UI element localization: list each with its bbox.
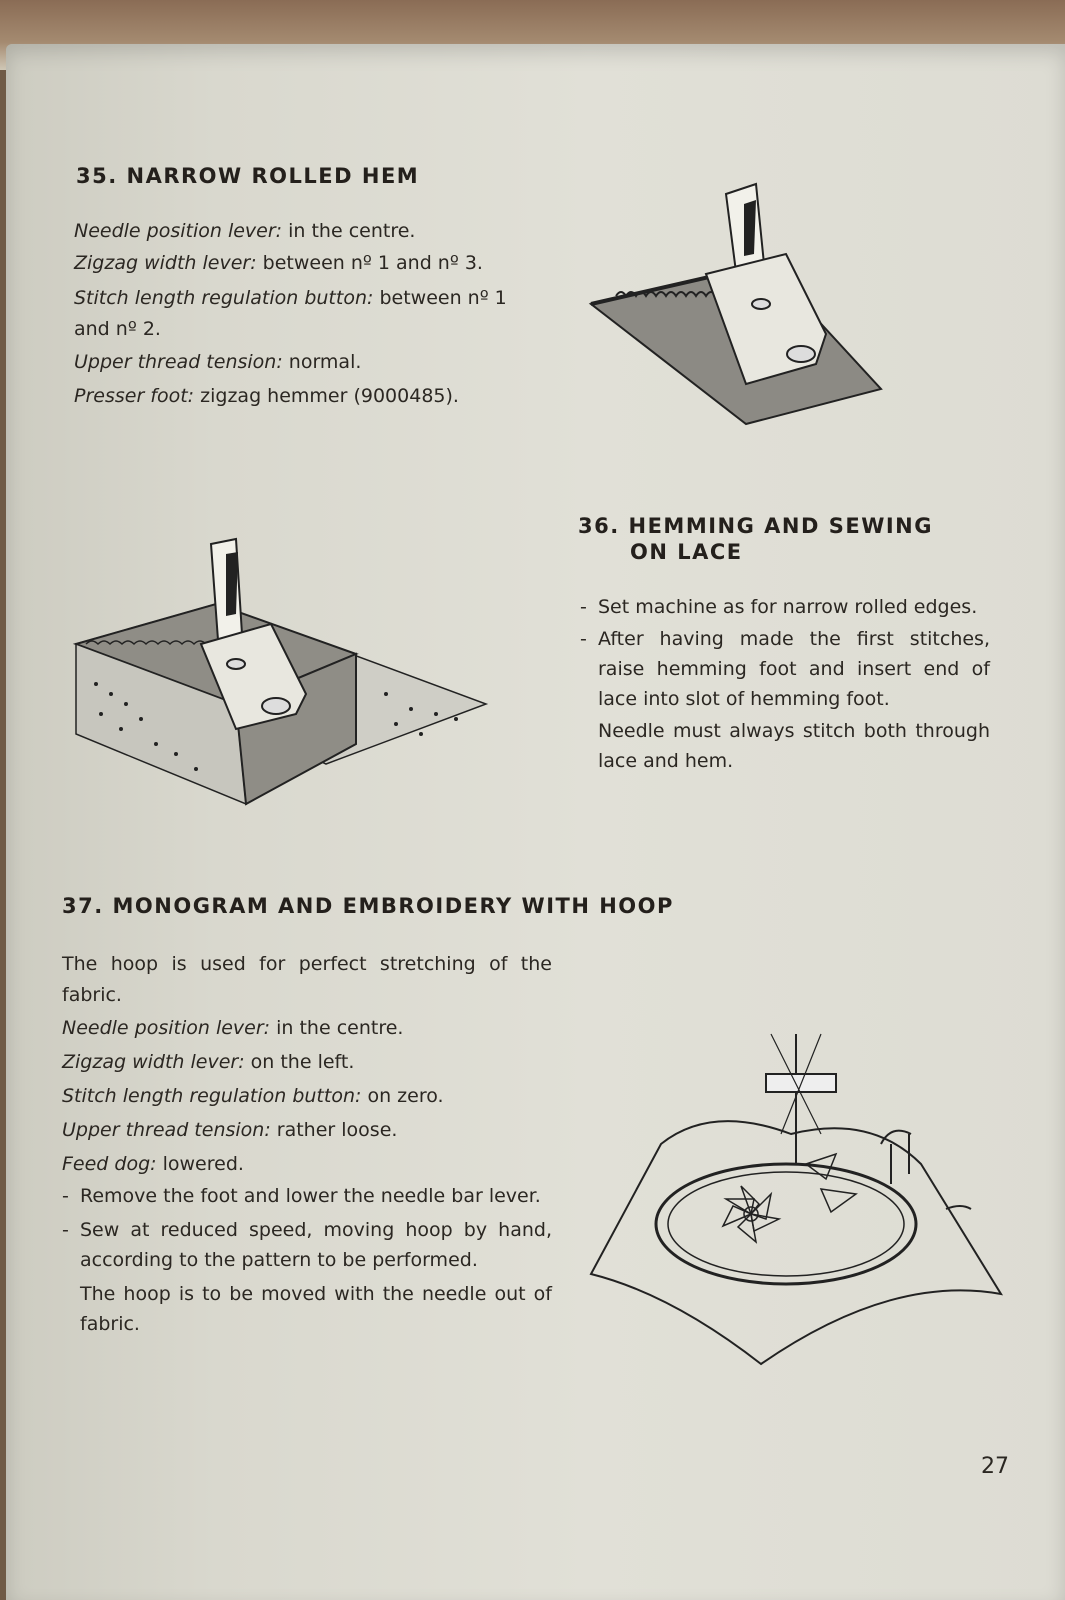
page-number: 27 — [981, 1454, 1009, 1479]
setting-needle-position: Needle position lever: in the centre. — [62, 1017, 404, 1039]
zigzag-hemmer-foot-illustration — [586, 184, 896, 434]
section-36-body — [580, 592, 990, 776]
section-37-note: The hoop is to be moved with the needle out of fabric. — [80, 1283, 552, 1335]
section-36-bullet: - After having made the first stitches, raise hemming foot and insert end of lace into slot of hemming foot. — [580, 628, 990, 710]
setting-stitch-length: Stitch length regulation button: on zero. — [62, 1085, 444, 1107]
section-37-bullet: - Sew at reduced speed, moving hoop by hand, according to the pattern to be performed. — [62, 1219, 552, 1271]
setting-stitch-length: Stitch length regulation button: between nº 1 and nº 2. — [74, 287, 507, 340]
section-36-title-line2: ON LACE — [630, 540, 743, 564]
section-35-title: 35. NARROW ROLLED HEM — [76, 164, 420, 188]
section-36-bullet: - Set machine as for narrow rolled edges. — [580, 596, 978, 618]
setting-feed-dog: Feed dog: lowered. — [62, 1153, 244, 1175]
section-37-body — [62, 949, 552, 1339]
setting-needle-position: Needle position lever: in the centre. — [74, 220, 416, 242]
embroidery-hoop-illustration — [591, 1014, 1011, 1384]
section-36-title: 36. HEMMING AND SEWING — [578, 514, 933, 538]
section-36-note: Needle must always stitch both through lace and hem. — [598, 720, 990, 772]
setting-presser-foot: Presser foot: zigzag hemmer (9000485). — [74, 385, 459, 407]
section-37-intro: The hoop is used for perfect stretching of the fabric. — [62, 953, 552, 1006]
section-37-bullet: - Remove the foot and lower the needle bar lever. — [62, 1185, 541, 1207]
section-37-title: 37. MONOGRAM AND EMBROIDERY WITH HOOP — [62, 894, 674, 918]
hemming-on-lace-illustration — [66, 544, 506, 844]
section-35-settings — [74, 214, 544, 413]
manual-page — [6, 44, 1065, 1600]
setting-upper-thread: Upper thread tension: rather loose. — [62, 1119, 398, 1141]
setting-zigzag-width: Zigzag width lever: on the left. — [62, 1051, 355, 1073]
setting-zigzag-width: Zigzag width lever: between nº 1 and nº 3. — [74, 252, 483, 274]
setting-upper-thread: Upper thread tension: normal. — [74, 351, 362, 373]
